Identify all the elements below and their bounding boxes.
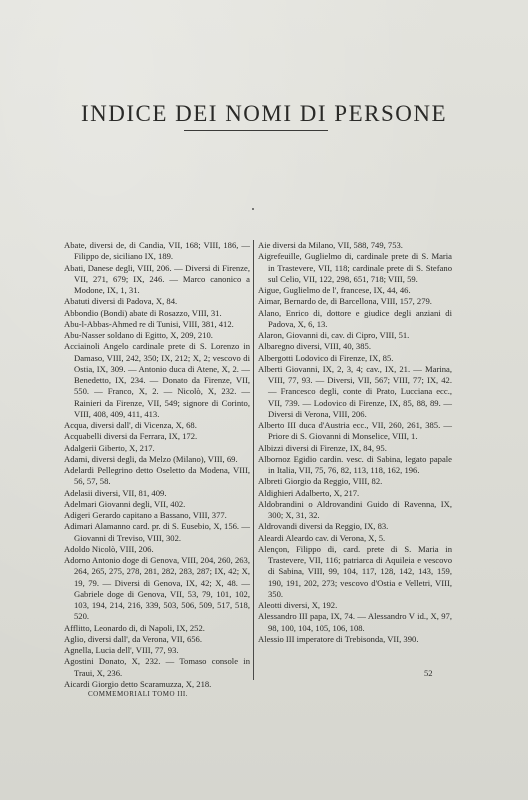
index-entry: Aldighieri Adalberto, X, 217. — [258, 487, 360, 498]
title-rule — [184, 130, 328, 131]
index-entry: Abate, diversi de, di Candia, VII, 168; VIII, 186, — Filippo de, siciliano IX, 189. — [64, 240, 250, 262]
index-entry: Aglio, diversi dall', da Verona, VII, 656. — [64, 633, 202, 644]
index-entry: Aleotti diversi, X, 192. — [258, 600, 338, 610]
ink-speck — [252, 208, 254, 210]
index-entry: Aldrovandi diversi da Reggio, IX, 83. — [258, 521, 389, 532]
index-entry: Aldobrandini o Aldrovandini Guido di Ravenna, IX, 300; X, 31, 32. — [258, 498, 452, 520]
index-entry: Alessio III imperatore di Trebisonda, VII, 390. — [258, 633, 419, 644]
index-entry: Abati, Danese degli, VIII, 206. — Diversi di Firenze, VII, 271, 679; IX, 246. — Marco canonico a Modone, IX, 1, 31. — [64, 262, 250, 295]
signature-mark: COMMEMORIALI TOMO III. — [88, 690, 188, 698]
index-entry: Albizzi diversi di Firenze, IX, 84, 95. — [258, 442, 387, 453]
index-entry: Aigue, Guglielmo de l', francese, IX, 44, 46. — [258, 285, 411, 295]
index-entry: Alaron, Giovanni di, cav. di Cipro, VIII, 51. — [258, 330, 410, 340]
index-entry: Alano, Enrico di, dottore e giudice degli anziani di Padova, X, 6, 13. — [258, 307, 452, 329]
index-entry: Adorno Antonio doge di Genova, VIII, 204, 260, 263, 264, 265, 275, 278, 281, 282, 283, 287; IX, 42; X, 19, 79. — Diversi di Genova, IX, 42; X, 48. — Gabriele doge di Genova, VII, 53, 79, 101, 102, 103, 194, 214, 216, 339, 503, 506, 509, 517, 518, 520. — [64, 555, 250, 622]
index-entry: Alessandro III papa, IX, 74. — Alessandro V id., X, 97, 98, 100, 104, 105, 106, 108. — [258, 611, 452, 633]
index-entry: Adimari Alamanno card. pr. di S. Eusebio, X, 156. — Giovanni di Treviso, VIII, 302. — [64, 521, 250, 543]
page-number: 52 — [424, 668, 433, 678]
index-entry: Acciainoli Angelo cardinale prete di S. Lorenzo in Damaso, VIII, 242, 350; IX, 212; X, 2; vescovo di Ostia, IX, 309. — Antonio duca di Atene, X, 2. — Benedetto, IX, 234. — Donato da Firenze, VII, 550. — Franco, X, 2. — Nicolò, X, 232. — Rainieri da Firenze, VII, 549; signore di Corinto, VIII, 408, 409, 411, 413. — [64, 341, 250, 419]
index-entry: Albergotti Lodovico di Firenze, IX, 85. — [258, 352, 394, 363]
index-entry: Adigeri Gerardo capitano a Bassano, VIII, 377. — [64, 510, 227, 520]
index-entry: Albaregno diversi, VIII, 40, 385. — [258, 341, 371, 352]
index-column-right — [258, 240, 452, 645]
index-entry: Aicardi Giorgio detto Scaramuzza, X, 218. — [64, 678, 212, 689]
index-entry: Abu-l-Abbas-Ahmed re di Tunisi, VIII, 381, 412. — [64, 318, 234, 329]
index-entry: Albreti Giorgio da Reggio, VIII, 82. — [258, 476, 383, 487]
index-entry: Abu-Nasser soldano di Egitto, X, 209, 210. — [64, 330, 213, 340]
index-entry: Adelmari Giovanni degli, VII, 402. — [64, 498, 186, 509]
index-entry: Aie diversi da Milano, VII, 588, 749, 753. — [258, 240, 403, 250]
index-entry: Adoldo Nicolò, VIII, 206. — [64, 543, 154, 554]
index-entry: Abbondio (Bondi) abate di Rosazzo, VIII, 31. — [64, 307, 222, 318]
index-entry: Albornoz Egidio cardin. vesc. di Sabina, legato papale in Italia, VII, 75, 76, 82, 113, 118, 162, 196. — [258, 453, 452, 475]
index-entry: Acqua, diversi dall', di Vicenza, X, 68. — [64, 420, 197, 430]
index-entry: Alberti Giovanni, IX, 2, 3, 4; cav., IX, 21. — Marina, VIII, 77, 93. — Diversi, VII, 567; VIII, 77; IX, 42. — Francesco degli, conte di Prato, Lucciana ecc., VII, 739. — Lodovico di Firenze, IX, 85, 88, 89. — Diversi di Verona, VIII, 206. — [258, 363, 452, 419]
index-entry: Adami, diversi degli, da Melzo (Milano), VIII, 69. — [64, 453, 238, 464]
index-column-left — [64, 240, 250, 690]
index-entry: Abatuti diversi di Padova, X, 84. — [64, 296, 178, 307]
index-entry: Aigrefeuille, Guglielmo di, cardinale prete di S. Maria in Trastevere, VII, 118; cardinale prete di S. Stefano sul Celio, VII, 122, 298, 651, 718; VIII, 59. — [258, 251, 452, 284]
index-entry: Agnella, Lucia dell', VIII, 77, 93. — [64, 645, 179, 655]
page-title: INDICE DEI NOMI DI PERSONE — [80, 101, 448, 127]
index-entry: Agostini Donato, X, 232. — Tomaso console in Traui, X, 236. — [64, 656, 250, 678]
index-entry: Adelasii diversi, VII, 81, 409. — [64, 487, 167, 498]
index-entry: Acquabelli diversi da Ferrara, IX, 172. — [64, 431, 198, 442]
index-entry: Aleardi Aleardo cav. di Verona, X, 5. — [258, 532, 386, 543]
index-entry: Adalgerii Giberto, X, 217. — [64, 442, 155, 453]
index-entry: Afflitto, Leonardo di, di Napoli, IX, 252. — [64, 622, 205, 633]
index-entry: Alençon, Filippo di, card. prete di S. Maria in Trastevere, VII, 116; patriarca di Aquileia e vescovo di Sabina, VIII, 99, 104, 117, 128, 142, 143, 159, 190, 191, 202, 273; vescovo d'Ostia e Velletri, VIII, 350. — [258, 543, 452, 599]
index-entry: Alberto III duca d'Austria ecc., VII, 260, 261, 385. — Priore di S. Giovanni di Monselice, VIII, 1. — [258, 420, 452, 442]
index-entry: Adelardi Pellegrino detto Oseletto da Modena, VIII, 56, 57, 58. — [64, 465, 250, 487]
column-divider — [253, 240, 254, 680]
index-entry: Aimar, Bernardo de, di Barcellona, VIII, 157, 279. — [258, 296, 432, 307]
